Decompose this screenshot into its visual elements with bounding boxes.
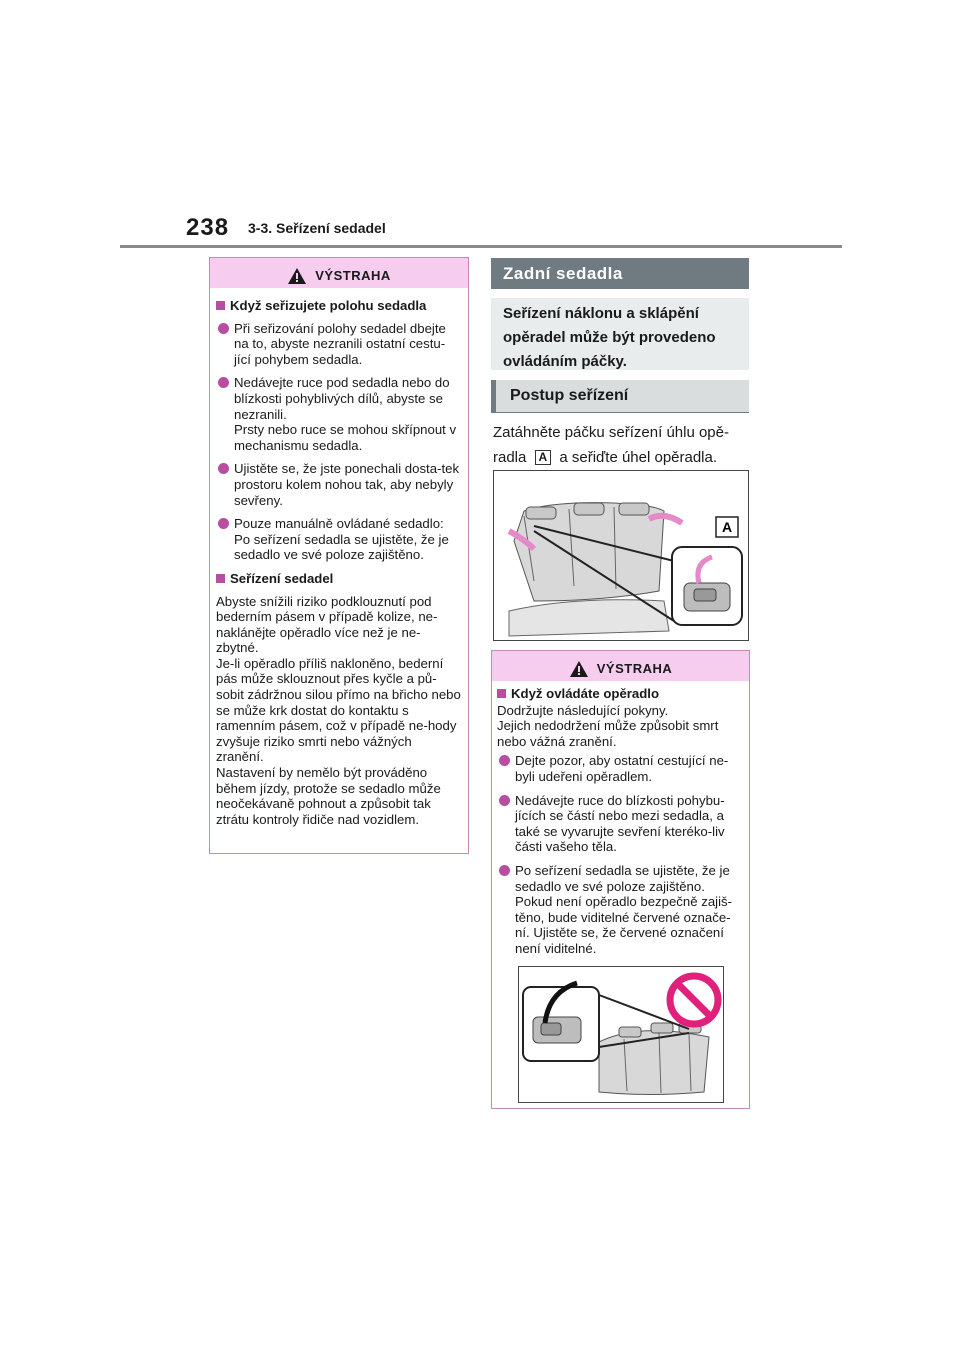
bullet-dot-icon bbox=[218, 323, 229, 334]
left-warning-box bbox=[209, 257, 469, 854]
warning-triangle-icon bbox=[287, 267, 307, 285]
bullet-dot-icon bbox=[499, 865, 510, 876]
warning-bullet: Pouze manuálně ovládané sedadlo: Po seřízení sedadla se ujistěte, že je sedadlo ve své poloze zajištěno. bbox=[216, 516, 461, 563]
right-warning-box bbox=[491, 650, 750, 1109]
header-rule bbox=[120, 245, 842, 248]
warning-header bbox=[210, 262, 468, 290]
warning-bullet: Nedávejte ruce do blízkosti pohybu-jících se částí nebo mezi sedadla, a také se vyvarujte sevření kteréko-liv části vašeho těla. bbox=[497, 793, 743, 855]
bullet-dot-icon bbox=[499, 795, 510, 806]
square-bullet-icon bbox=[216, 574, 225, 583]
warning-title: VÝSTRAHA bbox=[596, 661, 673, 677]
bullet-dot-icon bbox=[218, 518, 229, 529]
bullet-dot-icon bbox=[218, 377, 229, 388]
warning-triangle-icon bbox=[569, 660, 589, 678]
warning-subheading: Seřízení sedadel bbox=[216, 571, 461, 587]
warning-body bbox=[210, 288, 468, 853]
prohibition-illustration bbox=[519, 967, 723, 1102]
intro-text: Seřízení náklonu a sklápění opěradel může být provedeno ovládáním páčky. bbox=[491, 298, 749, 370]
procedure-rule bbox=[491, 412, 749, 413]
procedure-heading: Postup seřízení bbox=[491, 380, 749, 412]
warning-bullet: Při seřizování polohy sedadel dbejte na to, abyste nezranili ostatní cestu-jící pohybem sedadla. bbox=[216, 321, 461, 368]
warning-title: VÝSTRAHA bbox=[315, 268, 391, 284]
page-number: 238 bbox=[186, 214, 230, 241]
section-title: 3-3. Seřízení sedadel bbox=[248, 220, 386, 236]
warning-header bbox=[492, 655, 749, 683]
warning-subheading: Když seřizujete polohu sedadla bbox=[216, 298, 461, 314]
warning-bullet: Nedávejte ruce pod sedadla nebo do blízkosti pohyblivých dílů, abyste se nezranili. Prsty nebo ruce se mohou skřípnout v mechanismu sedadla. bbox=[216, 375, 461, 453]
warning-paragraph: Abyste snížili riziko podklouznutí pod bederním pásem v případě kolize, ne-nakláněјte opěradlo více než je ne-zbytné. Je-li opěradlo příliš nakloněno, bederní pás může sklouznout přes kyčle a pů-sobit zádržnou silou přímo na břicho nebo se může krk dostat do kontaktu s ramenním pásem, což v případě ne-hody zvyšuje riziko smrti nebo vážných zranění. Nastavení by nemělo být prováděno během jízdy, protože se sedadlo může neočekávaně pohnout a způsobit tak ztrátu kontroly řidiče nad vozidlem. bbox=[216, 593, 461, 827]
figure-label-a: A bbox=[721, 519, 733, 535]
square-bullet-icon bbox=[216, 301, 225, 310]
warning-lead: Dodržujte následující pokyny. Jejich nedodržení může způsobit smrt nebo vážná zranění. bbox=[497, 702, 719, 749]
warning-bullet: Dejte pozor, aby ostatní cestující ne-byli udeřeni opěradlem. bbox=[497, 753, 743, 784]
prohibition-figure bbox=[518, 966, 724, 1103]
warning-subheading: Když ovládáte opěradlo bbox=[497, 686, 743, 702]
square-bullet-icon bbox=[497, 689, 506, 698]
bullet-dot-icon bbox=[218, 463, 229, 474]
rear-seat-figure bbox=[493, 470, 749, 641]
procedure-step: Zatáhněte páčku seřízení úhlu opě-radla A a seřiďte úhel opěradla. bbox=[493, 424, 729, 466]
bullet-dot-icon bbox=[499, 755, 510, 766]
label-a: A bbox=[535, 450, 552, 465]
warning-bullet: Po seřízení sedadla se ujistěte, že je sedadlo ve své poloze zajištěno. Pokud není opěradlo bezpečně zajiš-těno, bude viditelné červené označe-ní. Ujistěte se, že červené označení není viditelné. bbox=[497, 863, 743, 957]
warning-bullet: Ujistěte se, že jste ponechali dosta-tek prostoru kolem nohou tak, aby nebyly sevřeny. bbox=[216, 461, 461, 508]
rear-seat-illustration bbox=[494, 471, 748, 640]
rear-seats-heading: Zadní sedadla bbox=[491, 258, 749, 289]
